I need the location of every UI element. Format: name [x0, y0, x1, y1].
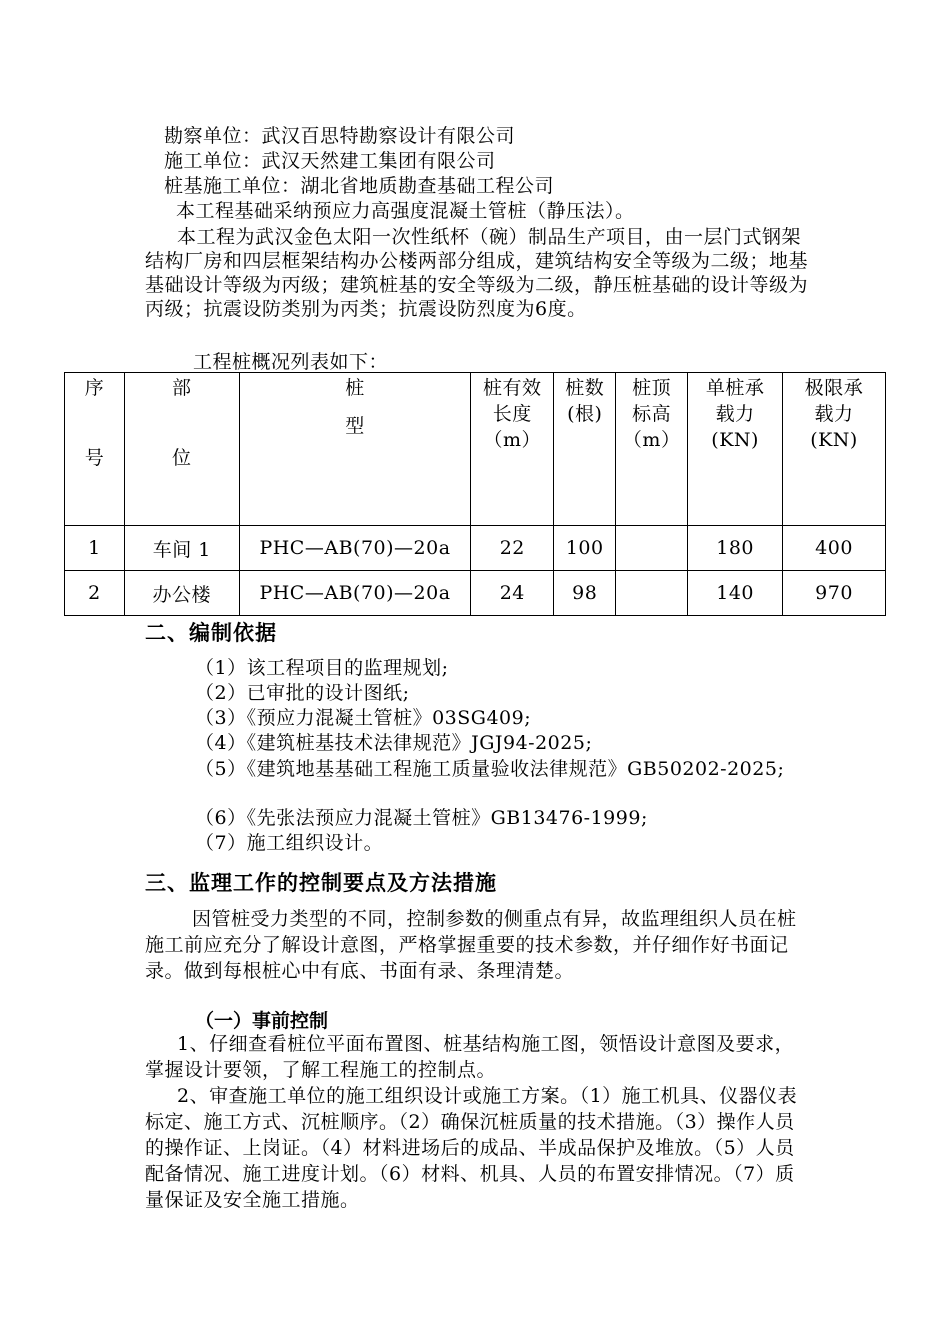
basis-item: （6）《先张法预应力混凝土管桩》GB13476-1999; — [195, 807, 648, 829]
header-top-elevation: 桩顶 标高 （m） — [616, 373, 688, 526]
basis-item: （5）《建筑地基基础工程施工质量验收法律规范》GB50202-2025; — [195, 758, 785, 780]
cell-count: 100 — [554, 526, 616, 571]
project-description: 本工程为武汉金色太阳一次性纸杯（碗）制品生产项目，由一层门式钢架结构厂房和四层框架结构办公楼两部分组成，建筑结构安全等级为二级；地基基础设计等级为丙级；建筑桩基的安全等级为二级，静压桩基础的设计等级为丙级；抗震设防类别为丙类；抗震设防烈度为6度。 — [145, 226, 809, 320]
basis-item: （4）《建筑桩基技术法律规范》JGJ94-2025; — [195, 732, 593, 754]
subsection-paragraph: 2、审查施工单位的施工组织设计或施工方案。（1）施工机具、仪器仪表标定、施工方式、沉桩顺序。（2）确保沉桩质量的技术措施。（3）操作人员的操作证、上岗证。（4）材料进场后的成品、半成品保护及堆放。（5）人员配备情况、施工进度计划。（6）材料、机具、人员的布置安排情况。（7）质量保证及安全施工措施。 — [145, 1085, 798, 1211]
header-effective-length: 桩有效 长度 （m） — [471, 373, 554, 526]
survey-unit: 勘察单位：武汉百思特勘察设计有限公司 — [164, 125, 516, 147]
table-intro: 工程桩概况列表如下： — [193, 351, 389, 373]
cell-ultimate-capacity: 970 — [783, 571, 886, 616]
section3-intro: 因管桩受力类型的不同，控制参数的侧重点有异，故监理组织人员在桩施工前应充分了解设计意图，严格掌握重要的技术参数，并仔细作好书面记录。做到每根桩心中有底、书面有录、条理清楚。 — [145, 908, 797, 982]
cell-ultimate-capacity: 400 — [783, 526, 886, 571]
cell-count: 98 — [554, 571, 616, 616]
header-single-capacity: 单桩承 载力 (KN) — [688, 373, 783, 526]
basis-item: （1）该工程项目的监理规划; — [195, 657, 449, 679]
cell-length: 22 — [471, 526, 554, 571]
header-ultimate-capacity: 极限承 载力 (KN) — [783, 373, 886, 526]
cell-seq: 1 — [65, 526, 125, 571]
pile-table — [64, 372, 886, 616]
cell-seq: 2 — [65, 571, 125, 616]
header-pile-type: 桩 型 — [239, 373, 471, 526]
header-pile-count: 桩数 (根) — [554, 373, 616, 526]
header-seq: 序 号 — [65, 373, 125, 526]
pile-construction-unit: 桩基施工单位：湖北省地质勘查基础工程公司 — [164, 175, 555, 197]
cell-pile-type: PHC—AB(70)—20a — [239, 526, 471, 571]
cell-length: 24 — [471, 571, 554, 616]
section2-title: 二、编制依据 — [145, 621, 277, 645]
cell-single-capacity: 180 — [688, 526, 783, 571]
subsection-title: （一）事前控制 — [195, 1010, 329, 1032]
section3-title: 三、监理工作的控制要点及方法措施 — [145, 871, 497, 895]
cell-elevation — [616, 526, 688, 571]
table-row — [65, 526, 886, 571]
table-row — [65, 571, 886, 616]
subsection-paragraph: 1、仔细查看桩位平面布置图、桩基结构施工图，领悟设计意图及要求，掌握设计要领，了解工程施工的控制点。 — [145, 1033, 795, 1081]
construction-unit: 施工单位：武汉天然建工集团有限公司 — [164, 150, 496, 172]
foundation-type: 本工程基础采纳预应力高强度混凝土管桩（静压法）。 — [176, 200, 635, 222]
header-part: 部 位 — [124, 373, 239, 526]
cell-pile-type: PHC—AB(70)—20a — [239, 571, 471, 616]
cell-part: 车间 1 — [124, 526, 239, 571]
cell-elevation — [616, 571, 688, 616]
basis-item: （2）已审批的设计图纸; — [195, 682, 410, 704]
basis-item: （7）施工组织设计。 — [195, 832, 384, 854]
cell-part: 办公楼 — [124, 571, 239, 616]
cell-single-capacity: 140 — [688, 571, 783, 616]
table-header-row — [65, 373, 886, 526]
basis-item: （3）《预应力混凝土管桩》03SG409; — [195, 707, 532, 729]
